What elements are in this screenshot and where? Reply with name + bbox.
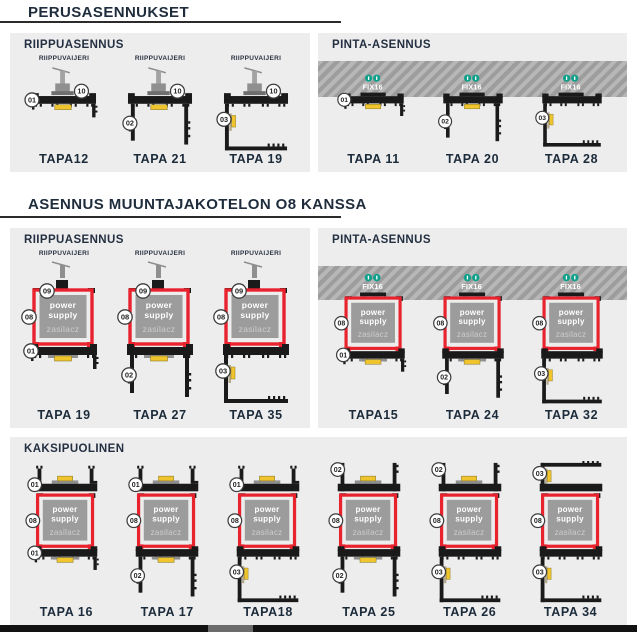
profile-diagram (114, 260, 206, 406)
ref-badge (122, 368, 136, 382)
profile-diagram (328, 71, 420, 152)
svg-text:03: 03 (218, 366, 228, 376)
svg-text:03: 03 (232, 568, 241, 577)
ref-badge (170, 84, 184, 98)
svg-text:03: 03 (535, 568, 544, 577)
svg-text:zasilacz: zasilacz (352, 527, 384, 537)
tapa-label: TAPA 27 (133, 408, 187, 422)
ref-badge (532, 565, 546, 579)
ref-badge (26, 514, 40, 528)
profile-diagram (121, 461, 213, 605)
wire-label: RIIPPUVAIJERI (38, 250, 90, 257)
diagram-column (327, 272, 421, 422)
panel-suspension-psu (10, 228, 310, 428)
svg-text:supply: supply (51, 514, 80, 524)
ref-badge (331, 463, 345, 477)
ref-badge (437, 371, 450, 384)
fix-tool-icons (463, 274, 479, 281)
svg-text:09: 09 (138, 286, 148, 296)
svg-text:01: 01 (340, 97, 348, 105)
profile-diagram (210, 260, 302, 406)
ref-badge (534, 367, 547, 380)
footer-bar (0, 625, 637, 632)
svg-text:zasilacz: zasilacz (50, 527, 81, 537)
panel-title: RIIPPUASENNUS (24, 234, 124, 246)
svg-text:zasilacz: zasilacz (46, 324, 80, 334)
diagram-column (327, 71, 421, 166)
ref-badge (228, 514, 242, 528)
svg-text:power: power (52, 505, 79, 515)
fix-label: FIX16 (461, 82, 482, 92)
diagram-column (120, 461, 214, 619)
diagram-column (426, 272, 520, 422)
diagram-column (17, 55, 111, 166)
svg-text:01: 01 (31, 481, 40, 490)
profile-diagram (20, 461, 112, 605)
svg-text:supply: supply (48, 310, 78, 320)
svg-text:power: power (456, 505, 482, 515)
svg-text:08: 08 (432, 517, 441, 526)
svg-text:power: power (153, 505, 179, 515)
svg-text:03: 03 (434, 568, 443, 577)
svg-text:02: 02 (125, 118, 134, 128)
svg-text:08: 08 (230, 517, 239, 526)
ref-badge (214, 310, 228, 324)
tapa-label: TAPA 19 (37, 408, 91, 422)
svg-text:zasilacz: zasilacz (150, 527, 182, 537)
ref-badge (266, 84, 280, 98)
svg-text:supply: supply (152, 514, 181, 524)
ref-badge (334, 317, 347, 330)
svg-text:zasilacz: zasilacz (357, 330, 388, 340)
tapa-label: TAPA 16 (39, 605, 94, 619)
ref-badge (216, 364, 230, 378)
section-heading-transformer-box: ASENNUS MUUNTAJAKOTELON O8 KANSSA (28, 196, 367, 213)
wire-label: RIIPPUVAIJERI (230, 55, 282, 62)
panel-title: RIIPPUASENNUS (24, 39, 124, 51)
profile-diagram (424, 461, 516, 605)
profile-diagram (18, 65, 110, 152)
svg-text:02: 02 (133, 572, 142, 581)
svg-text:power: power (459, 307, 484, 317)
section-heading-basic-installations: PERUSASENNUKSET (28, 4, 190, 21)
svg-text:zasilacz: zasilacz (554, 527, 586, 537)
ref-badge (74, 84, 88, 98)
svg-text:02: 02 (439, 374, 448, 382)
svg-text:08: 08 (130, 517, 139, 526)
fix-tool-icons (364, 274, 380, 281)
svg-text:zasilacz: zasilacz (251, 527, 283, 537)
diagram-column (426, 71, 520, 166)
svg-text:03: 03 (535, 469, 544, 478)
svg-text:08: 08 (337, 320, 345, 328)
ref-badge (430, 514, 444, 528)
tapa-label: TAPA18 (243, 605, 293, 619)
ref-badge (28, 546, 42, 560)
tapa-label: TAPA 24 (445, 408, 500, 422)
ref-badge (336, 348, 349, 361)
ref-badge (333, 569, 347, 583)
tapa-label: TAPA 34 (543, 605, 598, 619)
panel-title: PINTA-ASENNUS (332, 234, 431, 246)
svg-text:01: 01 (232, 481, 241, 490)
diagram-column (113, 250, 207, 422)
profile-diagram (210, 65, 302, 152)
tapa-label: TAPA 21 (133, 152, 187, 166)
diagram-columns (16, 461, 621, 619)
diagram-columns (324, 71, 621, 166)
svg-text:08: 08 (535, 320, 543, 328)
ref-badge (131, 569, 145, 583)
tapa-label: TAPA 20 (445, 152, 500, 166)
profile-diagram (222, 461, 314, 605)
fix-tool-icons (365, 75, 380, 82)
svg-text:supply: supply (240, 310, 270, 320)
ref-badge (136, 284, 150, 298)
heading-rule (0, 21, 341, 23)
svg-text:01: 01 (27, 95, 37, 105)
profile-diagram (323, 461, 415, 605)
ref-badge (433, 317, 446, 330)
svg-text:08: 08 (331, 517, 340, 526)
tapa-label: TAPA 28 (544, 152, 599, 166)
panel-double-sided (10, 437, 627, 625)
diagram-column (322, 461, 416, 619)
ref-badge (25, 93, 39, 107)
svg-text:zasilacz: zasilacz (555, 330, 586, 340)
ref-badge (22, 310, 36, 324)
diagram-column (17, 250, 111, 422)
ref-badge (531, 514, 545, 528)
svg-text:power: power (254, 505, 280, 515)
diagram-column (19, 461, 113, 619)
diagram-columns (324, 272, 621, 422)
ref-badge (532, 317, 545, 330)
svg-text:08: 08 (436, 320, 444, 328)
svg-text:supply: supply (354, 514, 382, 524)
svg-text:power: power (241, 300, 269, 310)
svg-text:supply: supply (454, 514, 483, 524)
svg-text:08: 08 (216, 312, 226, 322)
svg-text:09: 09 (234, 286, 244, 296)
ref-badge (230, 565, 244, 579)
profile-diagram (328, 272, 420, 408)
svg-text:power: power (360, 307, 385, 317)
ref-badge (438, 115, 451, 128)
svg-text:02: 02 (440, 118, 449, 126)
profile-diagram (525, 461, 617, 605)
tapa-label: TAPA 32 (544, 408, 599, 422)
svg-text:02: 02 (434, 465, 443, 474)
svg-text:09: 09 (42, 286, 52, 296)
ref-badge (28, 478, 42, 492)
svg-text:10: 10 (77, 86, 86, 96)
svg-text:10: 10 (269, 86, 278, 96)
diagram-column (209, 55, 303, 166)
diagram-column (525, 272, 619, 422)
fix-label: FIX16 (559, 282, 581, 292)
ref-badge (532, 466, 546, 480)
diagram-column (524, 461, 618, 619)
wire-label: RIIPPUVAIJERI (134, 250, 186, 257)
fix-tool-icons (562, 274, 578, 281)
svg-text:supply: supply (358, 317, 387, 327)
profile-diagram (526, 272, 618, 408)
ref-badge (129, 478, 143, 492)
tapa-label: TAPA12 (39, 152, 89, 166)
svg-text:power: power (558, 307, 583, 317)
wire-label: RIIPPUVAIJERI (38, 55, 90, 62)
svg-text:power: power (145, 300, 173, 310)
profile-diagram (427, 272, 519, 408)
svg-text:01: 01 (26, 346, 36, 356)
panel-title: KAKSIPUOLINEN (24, 443, 125, 455)
heading-rule (0, 216, 341, 218)
ref-badge (337, 93, 350, 106)
diagram-column (525, 71, 619, 166)
diagram-columns (16, 250, 304, 422)
svg-text:08: 08 (29, 517, 38, 526)
svg-text:supply: supply (555, 514, 584, 524)
diagram-column (423, 461, 517, 619)
diagram-column (221, 461, 315, 619)
svg-text:supply: supply (556, 317, 585, 327)
svg-text:03: 03 (536, 370, 545, 378)
svg-text:02: 02 (335, 572, 344, 581)
svg-text:02: 02 (333, 465, 342, 474)
ref-badge (123, 116, 137, 130)
tapa-label: TAPA 11 (347, 152, 400, 166)
fix-label: FIX16 (460, 282, 482, 292)
tapa-label: TAPA 35 (229, 408, 283, 422)
ref-badge (329, 514, 343, 528)
svg-text:zasilacz: zasilacz (142, 324, 176, 334)
ref-badge (432, 463, 446, 477)
svg-text:supply: supply (253, 514, 281, 524)
profile-diagram (114, 65, 206, 152)
fix-tool-icons (563, 75, 578, 82)
svg-text:zasilacz: zasilacz (456, 330, 487, 340)
svg-text:08: 08 (533, 517, 542, 526)
wire-label: RIIPPUVAIJERI (230, 250, 282, 257)
panel-surface-basic (318, 33, 627, 172)
svg-text:10: 10 (173, 86, 182, 96)
svg-text:08: 08 (24, 312, 34, 322)
profile-diagram (18, 260, 110, 406)
ref-badge (432, 565, 446, 579)
panel-title: PINTA-ASENNUS (332, 39, 431, 51)
svg-text:02: 02 (124, 370, 134, 380)
tapa-label: TAPA 19 (229, 152, 283, 166)
svg-text:power: power (49, 300, 77, 310)
diagram-column (209, 250, 303, 422)
svg-text:01: 01 (132, 481, 140, 490)
tapa-label: TAPA 17 (140, 605, 194, 619)
svg-text:08: 08 (120, 312, 130, 322)
wire-label: RIIPPUVAIJERI (134, 55, 186, 62)
footer-bar-segment (208, 625, 253, 632)
fix-tool-icons (464, 75, 479, 82)
svg-text:03: 03 (219, 114, 229, 124)
fix-label: FIX16 (362, 82, 383, 92)
svg-text:supply: supply (144, 310, 174, 320)
svg-text:power: power (557, 505, 583, 515)
ref-badge (230, 478, 244, 492)
ref-badge (24, 344, 38, 358)
ref-badge (217, 112, 231, 126)
profile-diagram (526, 71, 618, 152)
svg-text:zasilacz: zasilacz (238, 324, 272, 334)
fix-label: FIX16 (560, 82, 581, 92)
ref-badge (232, 284, 246, 298)
tapa-label: TAPA 26 (443, 605, 497, 619)
tapa-label: TAPA15 (348, 408, 399, 422)
fix-label: FIX16 (361, 282, 383, 292)
svg-text:zasilacz: zasilacz (453, 527, 485, 537)
tapa-label: TAPA 25 (342, 605, 396, 619)
ref-badge (535, 111, 548, 124)
diagram-columns (16, 55, 304, 166)
svg-text:power: power (355, 505, 381, 515)
svg-text:03: 03 (538, 115, 546, 123)
profile-diagram (427, 71, 519, 152)
ref-badge (127, 514, 141, 528)
panel-suspension-basic (10, 33, 310, 172)
svg-text:supply: supply (457, 317, 486, 327)
ref-badge (118, 310, 132, 324)
panel-surface-psu (318, 228, 627, 428)
svg-text:01: 01 (338, 352, 347, 360)
svg-text:01: 01 (31, 549, 40, 558)
ref-badge (40, 284, 54, 298)
diagram-column (113, 55, 207, 166)
